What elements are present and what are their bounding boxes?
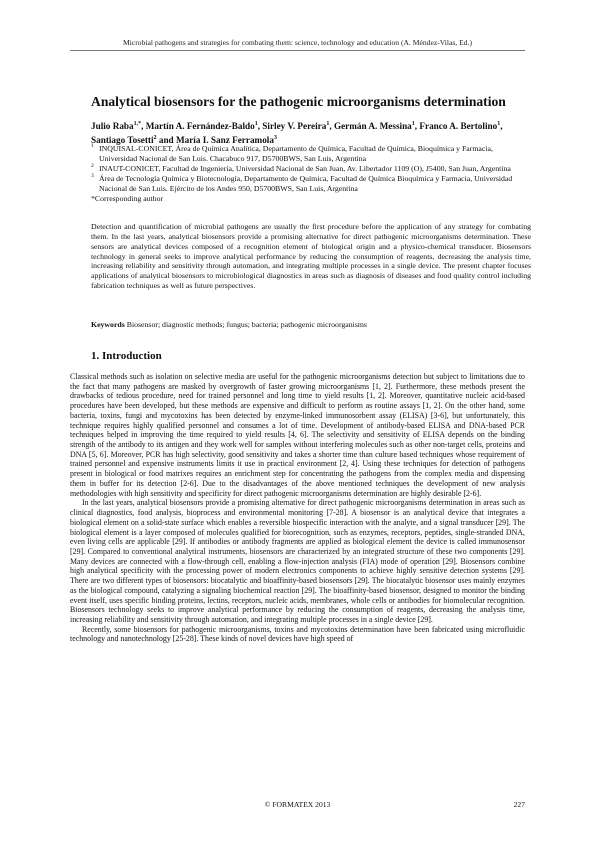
keywords: Keywords Biosensor; diagnostic methods; fungus; bacteria; pathogenic microorganisms <box>91 320 367 329</box>
paragraph: In the last years, analytical biosensors provide a promising alternative for direct pathogenic microorganisms determination in areas such as clinical diagnostics, food analysis, bioprocess and environmental monitoring [7-28]. A biosensor is an analytical device that integrates a biological element on a solid-state surface which enables a reversible biospecific interaction with the analyte, and a signal transducer [29]. The biological element is a layer composed of molecules qualified for biorecognition, such as enzymes, receptors, peptides, single-stranded DNA, even living cells are applicable [29]. If antibodies or antibody fragments are applied as biological element the device is called immunosensor [29]. Compared to conventional analytical instruments, biosensors are characterized by an integrated structure of these two components [29]. Many devices are connected with a flow-through cell, enabling a flow-injection analysis (FIA) mode of operation [29]. Biosensors combine high analytical specificity with the processing power of modern electronics components to achieve highly sensitive detection systems [29]. There are two different types of biosensors: biocatalytic and bioaffinity-based biosensors [29]. The biocatalytic biosensor uses mainly enzymes as the biological compound, catalyzing a signaling biochemical reaction [29]. The bioaffinity-based biosensor, designed to monitor the binding event itself, uses specific binding proteins, lectins, receptors, nucleic acids, membranes, whole cells or antibodies for biomolecular recognition. Biosensors technology seeks to improve analytical performance by reducing the consumption of reagents, decreasing the analysis time, increasing reliability and sensitivity through automation, and integrating multiple processes in a single device [29]. <box>70 498 525 624</box>
author: Franco A. Bertolino$^1$, <box>419 121 503 132</box>
affiliation: 3 Área de Tecnología Química y Biotecnología, Departamento de Química, Facultad de Química Bioquímica y Farmacia, Universidad Nacional de San Luis. Ejército de los Andes 950, D5700BWS, San Luis, Argentina <box>91 172 513 193</box>
page-number: 227 <box>513 800 525 809</box>
section-heading: 1. Introduction <box>91 350 162 362</box>
footer-copyright: © FORMATEX 2013 <box>264 800 331 809</box>
affiliation: 1 INQUISAL-CONICET, Área de Química Analítica, Departamento de Química, Facultad de Química, Bioquímica y Farmacia, Universidad Nacional de San Luis. Chacabuco 917, D5700BWS, San Luis, Argentina <box>91 143 493 163</box>
corresponding-author-note: *Corresponding author <box>91 193 164 203</box>
author: Sirley V. Pereira$^1$, <box>262 121 334 132</box>
author: Julio Raba$^{1,*}$, <box>91 121 146 132</box>
header-rule <box>70 50 525 51</box>
author: Santiago Tosetti$^2$ and <box>91 134 176 145</box>
paper-title: Analytical biosensors for the pathogenic microorganisms determination <box>91 94 506 109</box>
author: Martín A. Fernández-Baldo$^1$, <box>145 121 263 132</box>
running-header: Microbial pathogens and strategies for combating them: science, technology and education (A. Méndez-Vilas, Ed.) <box>123 38 472 47</box>
paragraph: Recently, some biosensors for pathogenic microorganisms, toxins and mycotoxins determination have been fabricated using microfluidic technology and nanotechnology [25-28]. These kinds of novel devices have high speed of <box>70 624 525 644</box>
body-text <box>70 372 525 644</box>
author: María I. Sanz Ferramola$^3$ <box>175 134 277 145</box>
author-list <box>91 119 531 146</box>
affiliation-list <box>91 144 531 203</box>
author: Germán A. Messina$^1$, <box>333 121 420 132</box>
abstract: Detection and quantification of microbial pathogens are usually the first procedure before the application of any strategy for combating them. In the last years, analytical biosensors provide a promising alternative for direct pathogenic microorganisms determination. These sensors are analytical devices composed of a recognition element of biological origin and a physico-chemical transducer. Biosensors technology in general seeks to improve analytical performance by reducing the consumption of reagents, decreasing the analysis time, increasing reliability and sensitivity through automation, and integrating multiple processes in a single device. The present chapter focuses applications of analytical biosensors to microbiological diagnostics in areas such as diagnosis of diseases and food quality control including fabrication techniques as well as future perspectives. <box>91 222 531 291</box>
paragraph: Classical methods such as isolation on selective media are useful for the pathogenic microorganisms detection but subject to limitations due to the fact that many pathogens are masked by overgrowth of faster growing microorganisms [1, 2]. Furthermore, these methods present the drawbacks of tedious procedure, need for trained personnel and long time to yield results [1, 2]. Moreover, quantitative nucleic acid-based procedures have been developed, but these methods are expensive and difficult to perform as routine assays [1, 2]. On the other hand, some bacteria, toxins, fungi and mycotoxins has been detected by enzyme-linked immunosorbent assay (ELISA) [3-6], but unfortunately, this technique requires highly qualified personnel and consumes a lot of time. Development of antibody-based ELISA and DNA-based PCR techniques helped in improving the time required to yield results [4, 6]. The selectivity and sensitivity of ELISA depends on the binding strength of the antibody to its antigen and they work well for samples without interfering molecules such as other non-target cells, proteins and DNA [5, 6]. Moreover, PCR has high selectivity, good sensitivity and takes a shorter time than culture based techniques whose requirement of trained personnel and expensive instruments limits it use in practical environment [2, 4]. Using these techniques for detection of pathogens present in biological or food matrixes requires an enrichment step for concentrating the pathogens from the complex media and dispensing them in buffer for its detection [2-6]. Due to the disadvantages of the above mentioned techniques the development of new analysis methodologies with high sensitivity and specificity for direct pathogenic microorganisms determination are highly desirable [2-6]. <box>70 372 525 498</box>
affiliation: 2 INAUT-CONICET, Facultad de Ingeniería, Universidad Nacional de San Juan, Av. Libertador 1109 (O), J5400, San Juan, Argentina <box>91 162 511 173</box>
